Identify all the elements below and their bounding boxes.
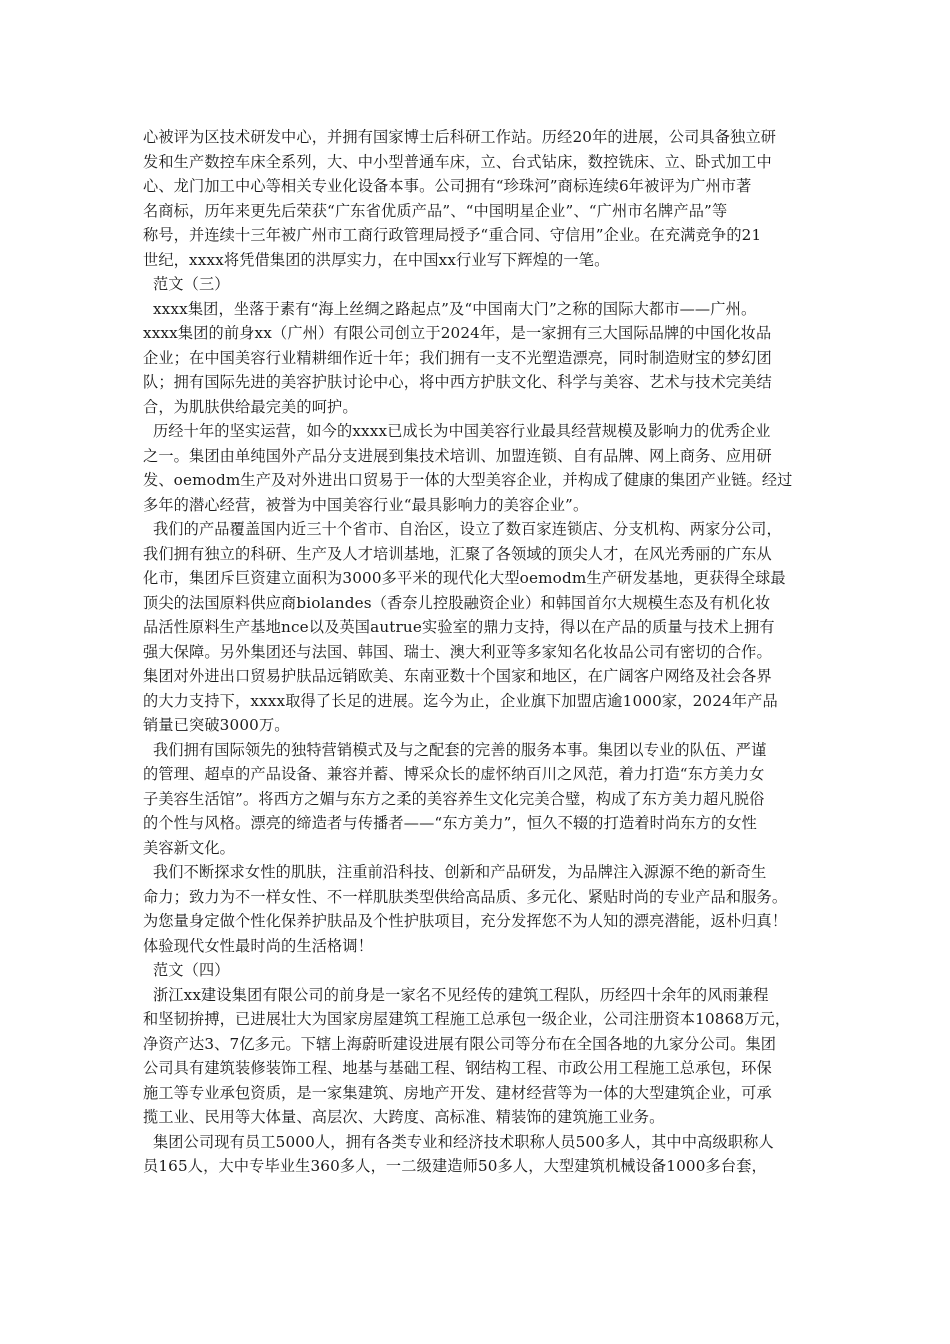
text-line: 揽工业、民用等大体量、高层次、大跨度、高标准、精装饰的建筑施工业务。 (143, 1108, 665, 1126)
text-line: 和坚韧拚搏，已进展壮大为国家房屋建筑工程施工总承包一级企业，公司注册资本10868万元， (143, 1010, 791, 1028)
text-line: 公司具有建筑装修装饰工程、地基与基础工程、钢结构工程、市政公用工程施工总承包，环保 (143, 1059, 772, 1077)
text-line: 合，为肌肤供给最完美的呵护。 (143, 397, 358, 416)
text-line: 我们拥有国际领先的独特营销模式及与之配套的完善的服务本事。集团以专业的队伍、严谨 (143, 740, 767, 759)
text-line: 之一。集团由单纯国外产品分支进展到集技术培训、加盟连锁、自有品牌、网上商务、应用研 (143, 446, 772, 465)
text-line: 多年的潜心经营，被誉为中国美容行业“最具影响力的美容企业”。 (143, 495, 589, 514)
text-line: 子美容生活馆”。将西方之媚与东方之柔的美容养生文化完美合璧，构成了东方美力超凡脱俗 (143, 789, 765, 808)
text-line: 集团对外进出口贸易护肤品远销欧美、东南亚数十个国家和地区，在广阔客户网络及社会各界 (143, 667, 772, 685)
text-line: 企业；在中国美容行业精耕细作近十年；我们拥有一支不光塑造漂亮，同时制造财宝的梦幻团 (143, 348, 772, 367)
text-line: 强大保障。另外集团还与法国、韩国、瑞士、澳大利亚等多家知名化妆品公司有密切的合作。 (143, 642, 772, 661)
text-line: 我们拥有独立的科研、生产及人才培训基地，汇聚了各领域的顶尖人才，在风光秀丽的广东从 (143, 544, 772, 563)
text-line: 员165人，大中专毕业生360多人，一二级建造师50多人，大型建筑机械设备1000多台套， (143, 1157, 767, 1175)
text-line: 发、oemodm生产及对外进出口贸易于一体的大型美容企业，并构成了健康的集团产业链。经过 (143, 471, 793, 489)
text-line: 销量已突破3000万。 (143, 716, 290, 734)
text-line: 命力；致力为不一样女性、不一样肌肤类型供给高品质、多元化、紧贴时尚的专业产品和服务。 (143, 887, 788, 906)
text-line: xxxx集团，坐落于素有“海上丝绸之路起点”及“中国南大门”之称的国际大都市——广州。 (143, 299, 757, 318)
text-line: 集团公司现有员工5000人，拥有各类专业和经济技术职称人员500多人，其中中高级职称人 (143, 1132, 774, 1151)
text-line: 心、龙门加工中心等相关专业化设备本事。公司拥有“珍珠河”商标连续6年被评为广州市著 (143, 177, 752, 195)
section-heading: 范文（四） (143, 961, 230, 979)
text-line: 我们不断探求女性的肌肤，注重前沿科技、创新和产品研发，为品牌注入源源不绝的新奇生 (143, 863, 767, 881)
section-heading: 范文（三） (143, 275, 230, 293)
text-line: 的管理、超卓的产品设备、兼容并蓄、博采众长的虚怀纳百川之风范，着力打造“东方美力女 (143, 765, 765, 783)
text-line: 体验现代女性最时尚的生活格调！ (143, 936, 374, 955)
text-line: 我们的产品覆盖国内近三十个省市、自治区，设立了数百家连锁店、分支机构、两家分公司， (143, 520, 782, 538)
text-line: 世纪，xxxx将凭借集团的洪厚实力，在中国xx行业写下辉煌的一笔。 (143, 250, 610, 269)
text-line: 的个性与风格。漂亮的缔造者与传播者——“东方美力”，恒久不辍的打造着时尚东方的女性 (143, 814, 757, 832)
text-line: 美容新文化。 (143, 838, 236, 857)
text-line: 发和生产数控车床全系列，大、中小型普通车床，立、台式钻床，数控铣床、立、卧式加工中 (143, 152, 772, 171)
document-body (143, 125, 813, 1179)
text-line: 称号，并连续十三年被广州市工商行政管理局授予“重合同、守信用”企业。在充满竞争的21 (143, 226, 762, 244)
text-line: 名商标，历年来更先后荣获“广东省优质产品”、“中国明星企业”、“广州市名牌产品”等 (143, 201, 728, 220)
text-line: 化市，集团斥巨资建立面积为3000多平米的现代化大型oemodm生产研发基地，更获得全球最 (143, 569, 786, 587)
text-line: 品活性原料生产基地nce以及英国autrue实验室的鼎力支持，得以在产品的质量与技术上拥有 (143, 618, 775, 636)
text-line: 的大力支持下，xxxx取得了长足的进展。迄今为止，企业旗下加盟店逾1000家，2024年产品 (143, 691, 778, 710)
text-line: 历经十年的坚实运营，如今的xxxx已成长为中国美容行业最具经营规模及影响力的优秀企业 (143, 422, 771, 440)
text-line: 心被评为区技术研发中心，并拥有国家博士后科研工作站。历经20年的进展，公司具备独立研 (143, 128, 777, 146)
text-line: 浙江xx建设集团有限公司的前身是一家名不见经传的建筑工程队，历经四十余年的风雨兼程 (143, 985, 769, 1004)
text-line: xxxx集团的前身xx（广州）有限公司创立于2024年，是一家拥有三大国际品牌的中国化妆品 (143, 324, 772, 342)
text-line: 顶尖的法国原料供应商biolandes（香奈儿控股融资企业）和韩国首尔大规模生态及有机化妆 (143, 593, 771, 612)
text-line: 为您量身定做个性化保养护肤品及个性护肤项目，充分发挥您不为人知的漂亮潜能，返朴归真！ (143, 912, 788, 930)
text-line: 净资产达3、7亿多元。下辖上海蔚昕建设进展有限公司等分布在全国各地的九家分公司。集团 (143, 1034, 777, 1053)
text-line: 施工等专业承包资质，是一家集建筑、房地产开发、建材经营等为一体的大型建筑企业，可承 (143, 1083, 772, 1102)
text-line: 队；拥有国际先进的美容护肤讨论中心，将中西方护肤文化、科学与美容、艺术与技术完美结 (143, 373, 772, 391)
